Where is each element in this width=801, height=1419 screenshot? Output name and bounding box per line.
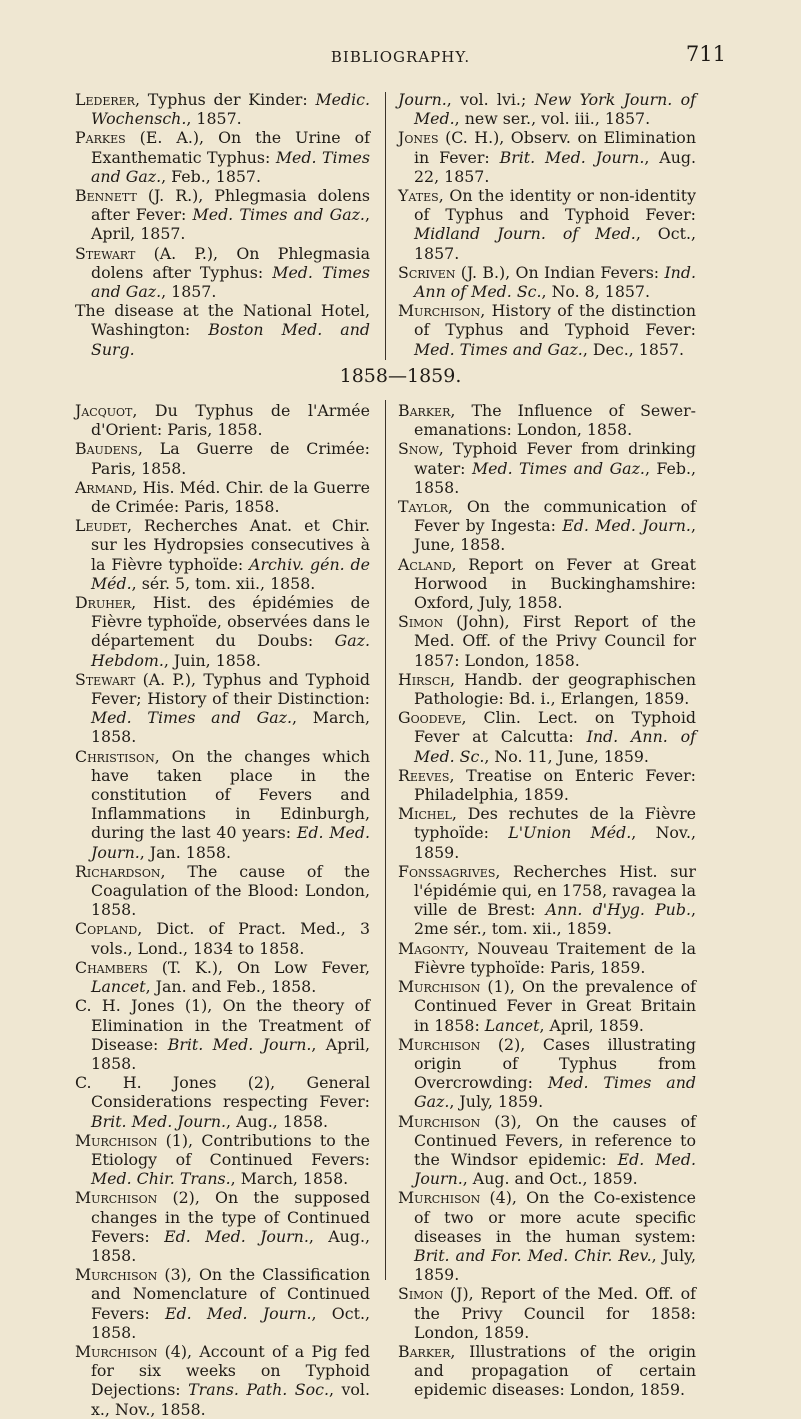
- entry-source: Ind. Ann. of Med. Sc.: [414, 727, 696, 766]
- bibliography-entry: [75, 1342, 370, 1419]
- entry-details: , new ser., vol. iii., 1857.: [454, 109, 651, 129]
- entry-author: Reeves: [398, 765, 450, 785]
- bibliography-entry: [398, 766, 696, 804]
- entry-author: Murchison: [75, 1130, 158, 1150]
- bibliography-entry: [75, 439, 370, 477]
- entry-text: (1), Contributions to the Etiology of Continued Fevers:: [91, 1130, 370, 1169]
- entry-text: , His. Méd. Chir. de la Guerre de Crimée: Paris, 1858.: [91, 477, 370, 517]
- entry-details: , April, 1858.: [91, 1034, 370, 1073]
- entry-text: , Nouveau Traitement de la Fièvre typhoïde: Paris, 1859.: [414, 938, 696, 977]
- entry-text: C. H. Jones (2), General Considerations respecting Fever:: [75, 1073, 370, 1112]
- entry-text: , On the identity or non-identity of Typhus and Typhoid Fever:: [414, 186, 696, 225]
- bibliography-entry: [398, 555, 696, 613]
- entry-text: , Typhus der Kinder:: [134, 90, 316, 109]
- bibliography-column-left-1858: [75, 401, 370, 1419]
- entry-details: , Oct., 1857.: [414, 224, 697, 263]
- entry-source: Ind. Ann of Med. Sc.: [414, 262, 696, 302]
- entry-details: , Aug., 1858.: [226, 1111, 329, 1131]
- entry-author: Snow: [398, 439, 439, 459]
- entry-author: Baudens: [75, 439, 138, 459]
- entry-source: Lancet: [484, 1015, 540, 1035]
- entry-text: , Dict. of Pract. Med., 3 vols., Lond., 1834 to 1858.: [91, 919, 370, 958]
- entry-source: Ed. Med. Journ.: [91, 823, 371, 862]
- entry-details: , Dec., 1857.: [582, 339, 685, 359]
- entry-text: , Typhoid Fever from drinking water:: [414, 439, 696, 478]
- entry-text: , The cause of the Coagulation of the Blood: London, 1858.: [91, 861, 370, 920]
- entry-details: , vol. x., Nov., 1858.: [91, 1380, 370, 1419]
- entry-author: Scriven: [398, 262, 456, 282]
- entry-author: Copland: [75, 919, 138, 939]
- entry-author: Acland: [398, 554, 452, 574]
- entry-source: Trans. Path. Soc.: [188, 1380, 329, 1400]
- bibliography-entry: [75, 1073, 370, 1131]
- bibliography-entry: [398, 497, 696, 555]
- entry-text: , Treatise on Enteric Fever: Philadelphia, 1859.: [414, 765, 696, 805]
- entry-text: (3), On the Classification and Nomenclature of Continued Fevers:: [91, 1265, 370, 1323]
- entry-author: Lederer: [75, 90, 135, 109]
- entry-text: (3), On the causes of Continued Fevers, in reference to the Windsor epidemic:: [414, 1111, 696, 1169]
- entry-author: Barker: [398, 401, 451, 420]
- entry-author: Murchison: [398, 301, 481, 321]
- entry-text: (2), On the supposed changes in the type of Continued Fevers:: [91, 1188, 370, 1246]
- entry-text: (J. R.), Phlegmasia dolens after Fever:: [91, 186, 370, 225]
- bibliography-entry: [75, 862, 370, 920]
- entry-text: (A. P.), On Phlegmasia dolens after Typhus:: [91, 243, 370, 282]
- entry-text: , Clin. Lect. on Typhoid Fever at Calcutta:: [414, 708, 696, 747]
- entry-details: , Feb., 1858.: [414, 458, 696, 497]
- entry-details: , Nov., 1859.: [414, 823, 696, 862]
- entry-source: Brit. Med. Journ.: [91, 1111, 227, 1131]
- entry-source: Ed. Med. Journ.: [414, 1149, 697, 1189]
- entry-source: Med. Times and Gaz.: [471, 458, 645, 478]
- bibliography-entry: [398, 977, 696, 1035]
- bibliography-entry: [398, 1112, 696, 1189]
- entry-author: Fonssagrives: [398, 861, 496, 881]
- entry-details: , July, 1859.: [449, 1092, 544, 1112]
- entry-author: Bennett: [75, 186, 137, 206]
- entry-source: Journ.: [398, 90, 447, 109]
- entry-author: Murchison: [75, 1265, 158, 1285]
- entry-source: Ed. Med. Journ.: [164, 1226, 309, 1246]
- entry-text: , On the communication of Fever by Ingesta:: [414, 497, 696, 536]
- entry-text: (J. B.), On Indian Fevers:: [455, 262, 665, 282]
- entry-details: , April, 1857.: [91, 205, 370, 244]
- entry-text: , Hist. des épidémies de Fièvre typhoïde, observées dans le département du Doubs:: [91, 593, 370, 651]
- entry-source: Boston Med. and Surg.: [91, 320, 370, 359]
- bibliography-column-right-1857: [398, 90, 696, 359]
- entry-text: , La Guerre de Crimée: Paris, 1858.: [91, 439, 370, 478]
- entry-source: Ed. Med. Journ.: [562, 516, 691, 536]
- page-number: 711: [685, 42, 726, 66]
- entry-details: , 1857.: [186, 109, 242, 129]
- entry-source: Ann. d'Hyg. Pub.: [545, 900, 691, 920]
- column-divider: [385, 92, 386, 360]
- bibliography-entry: [398, 186, 696, 263]
- bibliography-entry: [75, 747, 370, 862]
- bibliography-entry: [75, 996, 370, 1073]
- entry-text: , Handb. der geographischen Pathologie: Bd. i., Erlangen, 1859.: [414, 669, 696, 709]
- entry-author: Simon: [398, 1284, 444, 1304]
- entry-details: , Jan. 1858.: [139, 842, 231, 862]
- entry-author: Murchison: [75, 1188, 158, 1208]
- entry-details: , July, 1859.: [414, 1245, 696, 1285]
- entry-text: (A. P.), Typhus and Typhoid Fever; History of their Distinction:: [91, 669, 370, 709]
- entry-source: Gaz. Hebdom.: [91, 631, 370, 670]
- entry-details: , Juin, 1858.: [163, 650, 261, 670]
- entry-author: Christison: [75, 746, 155, 766]
- bibliography-entry: [398, 90, 696, 128]
- entry-author: Chambers: [75, 957, 148, 977]
- entry-author: Murchison: [398, 977, 481, 997]
- bibliography-entry: [398, 128, 696, 186]
- entry-author: Magonty: [398, 938, 465, 958]
- bibliography-column-left-1857: [75, 90, 370, 359]
- bibliography-entry: [398, 1188, 696, 1284]
- entry-details: , Oct., 1858.: [91, 1303, 370, 1342]
- entry-details: , April, 1859.: [539, 1015, 644, 1035]
- entry-details: , Aug. 22, 1857.: [414, 147, 696, 186]
- entry-text: (E. A.), On the Urine of Exanthematic Typhus:: [91, 128, 370, 167]
- entry-author: Hirsch: [398, 669, 450, 689]
- entry-author: Parkes: [75, 128, 126, 148]
- bibliography-entry: [398, 708, 696, 766]
- bibliography-entry: [75, 958, 370, 996]
- entry-author: Murchison: [398, 1034, 481, 1054]
- year-heading: 1858—1859.: [339, 365, 462, 387]
- bibliography-entry: [398, 612, 696, 670]
- entry-author: Druher: [75, 593, 132, 613]
- bibliography-entry: [75, 516, 370, 593]
- bibliography-entry: [75, 186, 370, 244]
- entry-text: (2), Cases illustrating origin of Typhus from Overcrowding:: [414, 1034, 696, 1093]
- page-header: [0, 40, 801, 80]
- column-divider: [385, 400, 386, 1280]
- bibliography-entry: [75, 1188, 370, 1265]
- entry-details: , Aug. and Oct., 1859.: [462, 1169, 638, 1189]
- entry-source: Med. Times and Gaz.: [91, 262, 370, 302]
- entry-text: , History of the distinction of Typhus and Typhoid Fever:: [414, 301, 696, 340]
- entry-author: Yates: [398, 186, 439, 206]
- entry-author: Simon: [398, 612, 444, 632]
- entry-author: Barker: [398, 1341, 451, 1361]
- entry-source: Archiv. gén. de Méd.: [91, 554, 371, 593]
- entry-text: (4), Account of a Pig fed for six weeks on Typhoid Dejections:: [91, 1341, 370, 1400]
- entry-source: New York Journ. of Med.: [414, 90, 696, 129]
- entry-source: Brit. Med. Journ.: [499, 147, 645, 167]
- entry-text: (C. H.), Observ. on Elimination in Fever:: [414, 128, 696, 167]
- entry-author: Stewart: [75, 243, 136, 263]
- entry-details: , Aug., 1858.: [91, 1226, 370, 1265]
- entry-author: Taylor: [398, 497, 448, 517]
- entry-text: (J), Report of the Med. Off. of the Privy Council for 1858: London, 1859.: [414, 1284, 696, 1342]
- entry-details: , No. 11, June, 1859.: [484, 746, 649, 766]
- entry-source: Med. Times and Gaz.: [414, 339, 583, 359]
- entry-details: , vol. lvi.;: [446, 90, 535, 109]
- entry-source: Ed. Med. Journ.: [164, 1303, 312, 1323]
- entry-text: The disease at the National Hotel, Washington:: [75, 301, 370, 340]
- bibliography-entry: [75, 670, 370, 747]
- entry-text: , Des rechutes de la Fièvre typhoïde:: [414, 804, 696, 843]
- entry-source: Med. Times and Gaz.: [192, 205, 365, 225]
- bibliography-entry: [398, 1284, 696, 1342]
- bibliography-entry: [75, 128, 370, 186]
- bibliography-entry: [398, 1342, 696, 1400]
- bibliography-entry: [398, 939, 696, 977]
- entry-details: , No. 8, 1857.: [541, 282, 650, 302]
- entry-source: Lancet: [91, 977, 146, 997]
- entry-author: Goodeve: [398, 708, 462, 728]
- entry-author: Jacquot: [75, 401, 133, 420]
- entry-source: Med. Times and Gaz.: [91, 708, 293, 728]
- bibliography-entry: [75, 593, 370, 670]
- entry-text: (T. K.), On Low Fever,: [147, 957, 370, 977]
- entry-author: Murchison: [398, 1188, 481, 1208]
- entry-details: , sér. 5, tom. xii., 1858.: [131, 573, 316, 593]
- entry-details: , 1857.: [161, 282, 217, 302]
- entry-text: C. H. Jones (1), On the theory of Elimination in the Treatment of Disease:: [75, 996, 370, 1054]
- bibliography-entry: [398, 862, 696, 939]
- bibliography-entry: [75, 478, 370, 516]
- bibliography-entry: [75, 301, 370, 359]
- entry-text: , Du Typhus de l'Armée d'Orient: Paris, 1858.: [91, 401, 370, 440]
- bibliography-entry: [75, 90, 370, 128]
- entry-author: Armand: [75, 477, 133, 497]
- bibliography-entry: [75, 244, 370, 302]
- bibliography-entry: [398, 670, 696, 708]
- bibliography-entry: [398, 1035, 696, 1112]
- entry-text: , On the changes which have taken place in the constitution of Fevers and Inflammations in Edinburgh, during the last 40 years:: [91, 746, 370, 843]
- entry-text: , Recherches Hist. sur l'épidémie qui, en 1758, ravagea la ville de Brest:: [414, 861, 696, 920]
- bibliography-entry: [75, 1265, 370, 1342]
- entry-author: Leudet: [75, 516, 127, 536]
- entry-source: Brit. Med. Journ.: [167, 1034, 312, 1054]
- entry-author: Michel: [398, 804, 452, 824]
- entry-author: Murchison: [398, 1111, 481, 1131]
- bibliography-column-right-1858: [398, 401, 696, 1400]
- entry-details: , Feb., 1857.: [161, 166, 261, 186]
- entry-details: , March, 1858.: [91, 708, 370, 747]
- entry-source: Med. Chir. Trans.: [91, 1169, 231, 1189]
- entry-author: Murchison: [75, 1341, 158, 1361]
- entry-source: Med. Times and Gaz.: [91, 147, 370, 186]
- entry-details: , June, 1858.: [414, 516, 696, 555]
- entry-text: , Illustrations of the origin and propagation of certain epidemic diseases: London, 1859.: [414, 1341, 696, 1400]
- entry-source: Med. Times and Gaz.: [414, 1073, 696, 1112]
- bibliography-entry: [398, 439, 696, 497]
- entry-author: Stewart: [75, 669, 136, 689]
- bibliography-entry: [75, 919, 370, 957]
- entry-text: , Report on Fever at Great Horwood in Buckinghamshire: Oxford, July, 1858.: [414, 554, 696, 613]
- entry-text: (1), On the prevalence of Continued Fever in Great Britain in 1858:: [414, 977, 696, 1035]
- bibliography-entry: [398, 263, 696, 301]
- bibliography-entry: [75, 1131, 370, 1189]
- entry-source: Midland Journ. of Med.: [414, 224, 636, 244]
- entry-text: , Recherches Anat. et Chir. sur les Hydropsies consecutives à la Fièvre typhoïde:: [91, 516, 370, 574]
- entry-details: , Jan. and Feb., 1858.: [145, 977, 317, 997]
- bibliography-entry: [398, 301, 696, 359]
- entry-text: , The Influence of Sewer-emanations: London, 1858.: [414, 401, 696, 440]
- entry-author: Jones: [398, 128, 439, 148]
- entry-author: Richardson: [75, 861, 161, 881]
- running-title: BIBLIOGRAPHY.: [330, 48, 471, 66]
- entry-text: (4), On the Co-existence of two or more acute specific diseases in the human system:: [414, 1188, 696, 1246]
- entry-text: (John), First Report of the Med. Off. of the Privy Council for 1857: London, 1858.: [414, 612, 696, 670]
- entry-source: Medic. Wochensch.: [91, 90, 370, 129]
- entry-details: , 2me sér., tom. xii., 1859.: [414, 900, 697, 939]
- bibliography-entry: [398, 401, 696, 439]
- entry-source: L'Union Méd.: [508, 823, 632, 843]
- entry-details: , March, 1858.: [230, 1169, 349, 1189]
- bibliography-entry: [75, 401, 370, 439]
- bibliography-entry: [398, 804, 696, 862]
- entry-source: Brit. and For. Med. Chir. Rev.: [414, 1245, 652, 1265]
